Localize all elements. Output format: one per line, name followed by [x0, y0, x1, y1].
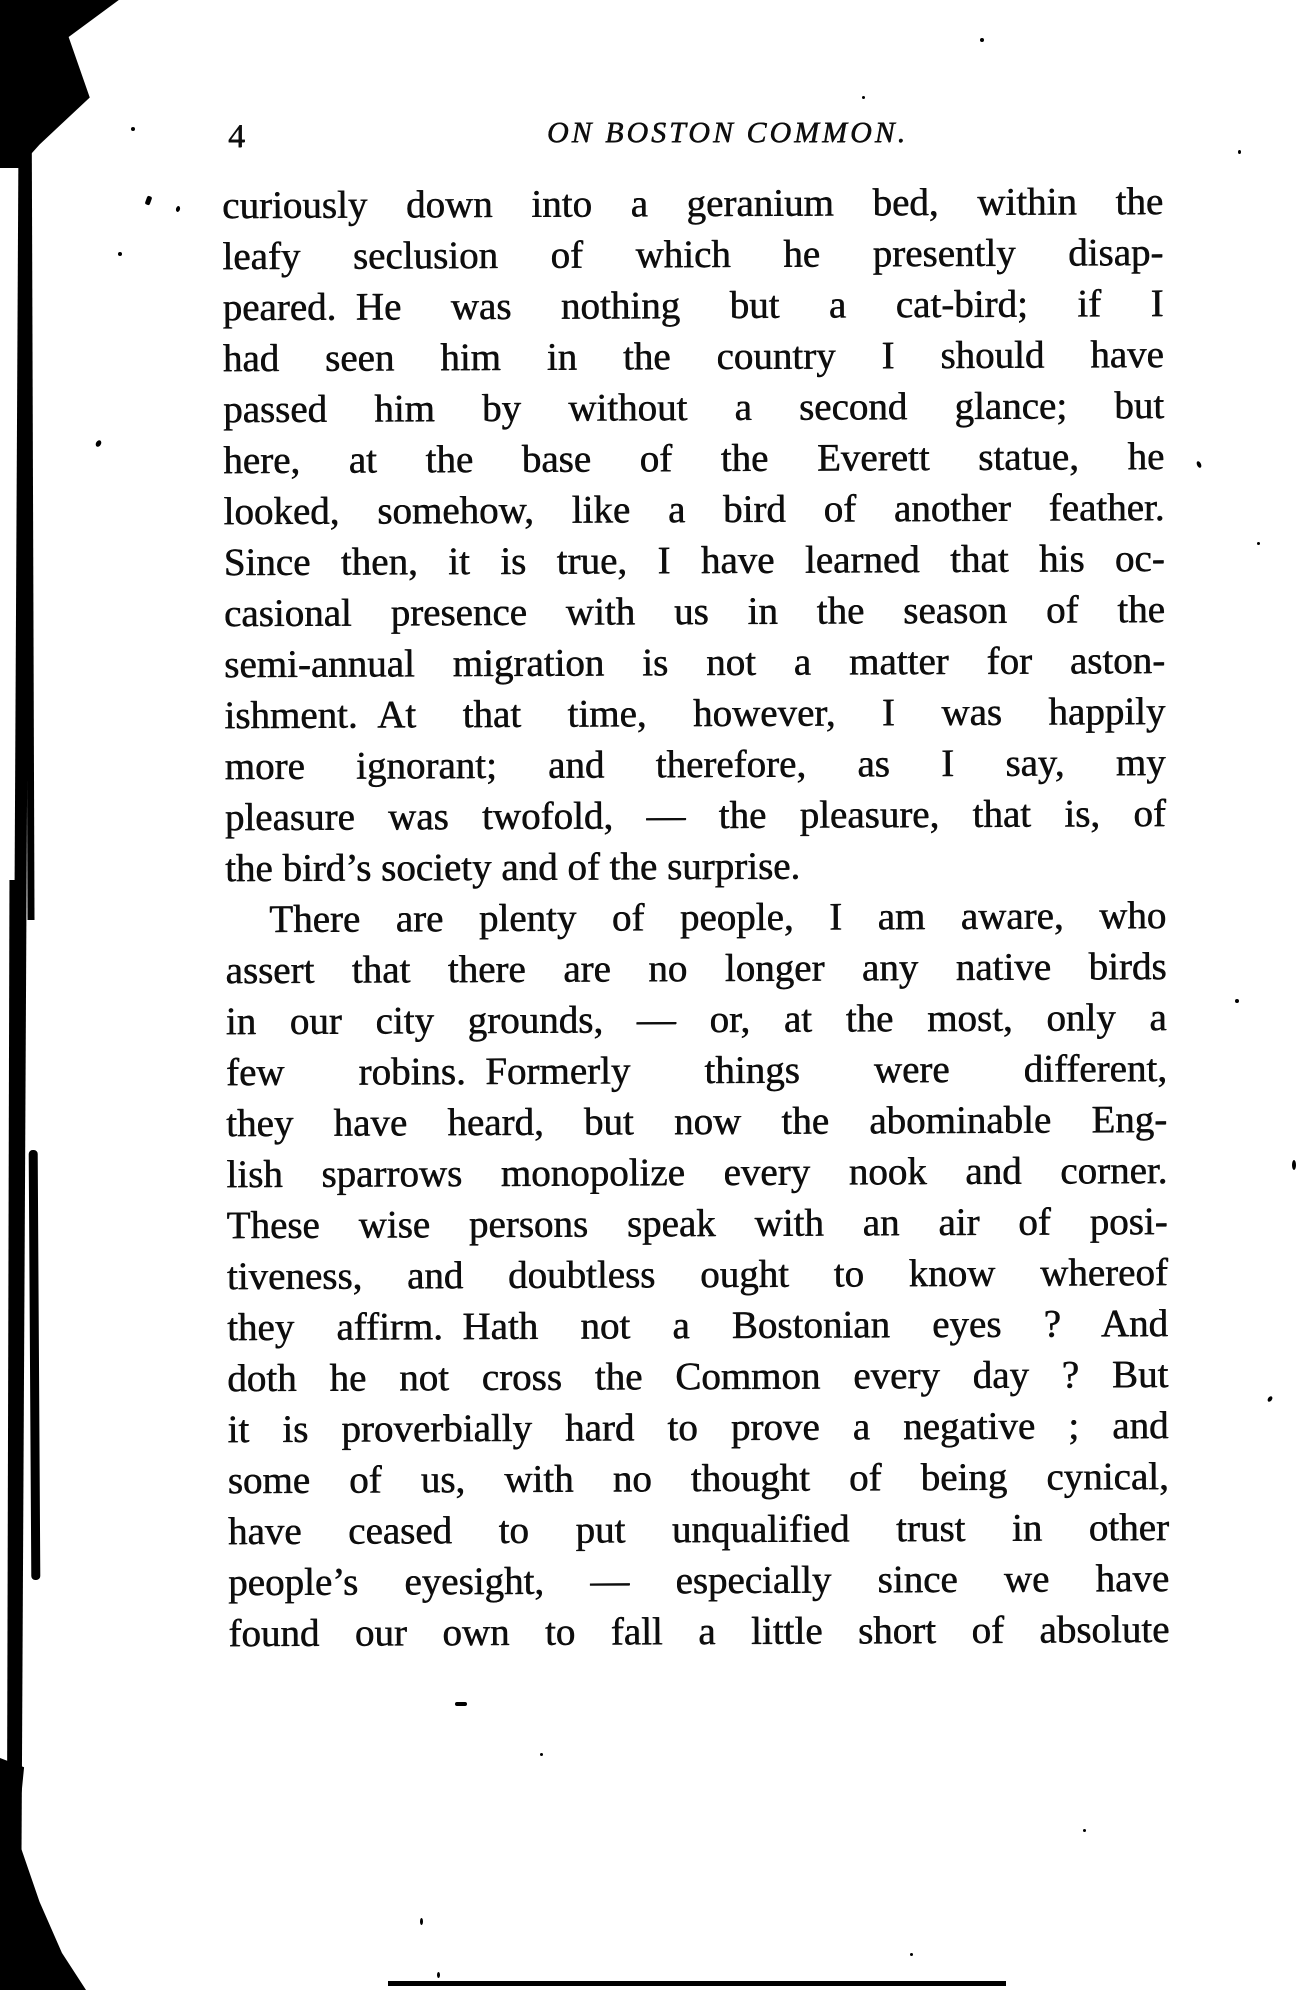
text-line: people’s eyesight, — especially since we have	[228, 1556, 1170, 1605]
text-line: more ignorant; and therefore, as I say, my	[224, 740, 1166, 789]
scan-speck	[910, 1953, 913, 1956]
text-line: leafy seclusion of which he presently disap-	[222, 230, 1164, 279]
text-line: here, at the base of the Everett statue, he	[223, 434, 1165, 483]
scan-speck	[455, 1702, 467, 1706]
text-line: assert that there are no longer any native birds	[225, 944, 1167, 993]
text-line: pleasure was twofold, — the pleasure, that is, of	[224, 791, 1166, 840]
text-line: looked, somehow, like a bird of another feather.	[223, 485, 1165, 534]
bottom-line-artifact	[388, 1981, 1006, 1986]
body-text	[222, 176, 1169, 1659]
text-line: passed him by without a second glance; but	[222, 383, 1165, 432]
scan-speck	[1235, 999, 1239, 1003]
page-number: 4	[228, 118, 245, 155]
text-line: have ceased to put unqualified trust in other	[227, 1505, 1169, 1554]
text-line: they have heard, but now the abominable Eng-	[226, 1097, 1168, 1146]
text-line: found our own to fall a little short of absolute	[228, 1607, 1170, 1656]
text-line: Since then, it is true, I have learned that his oc-	[223, 536, 1165, 585]
scan-speck	[1257, 542, 1260, 545]
scan-speck	[1292, 1160, 1296, 1170]
text-line: in our city grounds, — or, at the most, only a	[225, 995, 1167, 1044]
text-line: semi-annual migration is not a matter for aston-	[224, 638, 1166, 687]
text-line: curiously down into a geranium bed, within the	[222, 179, 1164, 228]
scan-speck	[131, 127, 135, 131]
scan-speck	[420, 1918, 423, 1925]
text-line: There are plenty of people, I am aware, who	[269, 893, 1167, 941]
scan-speck	[95, 439, 103, 448]
scan-speck	[862, 96, 865, 99]
text-line: the bird’s society and of the surprise.	[224, 844, 801, 891]
scan-speck	[980, 38, 984, 42]
scan-blob-artifact	[0, 1758, 86, 1990]
text-line: they affirm. Hath not a Bostonian eyes ? And	[226, 1301, 1169, 1350]
page-header	[222, 114, 1163, 162]
text-line: some of us, with no thought of being cynical,	[227, 1454, 1169, 1503]
scan-speck	[437, 1972, 440, 1978]
scan-speck	[1196, 460, 1203, 468]
scan-speck	[175, 206, 180, 213]
text-line: These wise persons speak with an air of posi-	[226, 1199, 1168, 1248]
text-line: lish sparrows monopolize every nook and corner.	[226, 1148, 1168, 1197]
scan-speck	[145, 195, 153, 205]
scan-speck	[1238, 150, 1241, 154]
text-line: casional presence with us in the season of the	[223, 587, 1165, 636]
scan-speck	[118, 252, 122, 256]
binding-edge-artifact	[29, 1150, 41, 1580]
scan-speck	[540, 1753, 543, 1756]
scan-speck	[1083, 1829, 1086, 1832]
text-line: few robins. Formerly things were different,	[225, 1046, 1167, 1095]
text-line: doth he not cross the Common every day ? But	[227, 1352, 1169, 1401]
text-line: it is proverbially hard to prove a negative ; and	[227, 1403, 1169, 1452]
text-line: had seen him in the country I should have	[222, 332, 1164, 381]
scan-blob-artifact	[0, 0, 132, 168]
text-line: ishment. At that time, however, I was happily	[224, 689, 1166, 738]
scan-speck	[1267, 1395, 1274, 1402]
running-head-title: ON BOSTON COMMON.	[546, 116, 909, 149]
text-line: tiveness, and doubtless ought to know whereof	[226, 1250, 1168, 1299]
text-line: peared. He was nothing but a cat-bird; if I	[222, 281, 1164, 330]
